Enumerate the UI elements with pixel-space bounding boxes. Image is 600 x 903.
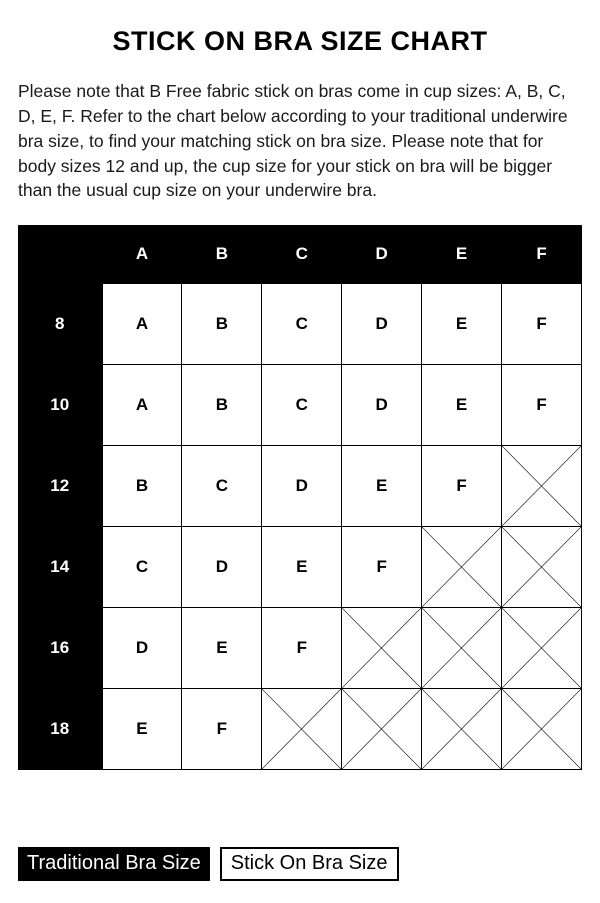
column-header-b: B — [182, 225, 262, 284]
cell-16-a: D — [102, 608, 182, 689]
row-header-12: 12 — [18, 446, 102, 527]
table-body — [18, 284, 582, 770]
cell-18-d-unavailable — [342, 689, 422, 770]
cell-10-d: D — [342, 365, 422, 446]
size-chart-table-wrapper — [18, 225, 582, 770]
cell-12-b: C — [182, 446, 262, 527]
intro-paragraph: Please note that B Free fabric stick on bras come in cup sizes: A, B, C, D, E, F. Refer to the chart below according to your traditional underwire bra size, to find your matching stick on bra size. Please note that for body sizes 12 and up, the cup size for your stick on bra will be bigger than the usual cup size on your underwire bra. — [18, 81, 568, 201]
cell-12-c: D — [262, 446, 342, 527]
cell-16-b: E — [182, 608, 262, 689]
cell-12-e: F — [422, 446, 502, 527]
table-header-row — [18, 225, 582, 284]
table-row — [18, 608, 582, 689]
column-header-a: A — [102, 225, 182, 284]
cell-14-b: D — [182, 527, 262, 608]
cell-10-e: E — [422, 365, 502, 446]
cell-18-c-unavailable — [262, 689, 342, 770]
cell-8-e: E — [422, 284, 502, 365]
cross-out-icon — [422, 527, 501, 607]
table-row — [18, 284, 582, 365]
cross-out-icon — [502, 608, 581, 688]
row-header-18: 18 — [18, 689, 102, 770]
table-header — [18, 225, 582, 284]
cell-8-c: C — [262, 284, 342, 365]
cross-out-icon — [342, 689, 421, 769]
legend — [18, 847, 582, 881]
table-row — [18, 365, 582, 446]
page-title: STICK ON BRA SIZE CHART — [112, 26, 488, 56]
size-chart-page — [0, 26, 600, 903]
cross-out-icon — [342, 608, 421, 688]
cell-16-e-unavailable — [422, 608, 502, 689]
cross-out-icon — [262, 689, 341, 769]
column-header-c: C — [262, 225, 342, 284]
cell-14-d: F — [342, 527, 422, 608]
cell-12-d: E — [342, 446, 422, 527]
size-chart-table — [18, 225, 582, 770]
row-header-14: 14 — [18, 527, 102, 608]
cell-18-e-unavailable — [422, 689, 502, 770]
cross-out-icon — [502, 446, 581, 526]
column-header-d: D — [342, 225, 422, 284]
row-header-8: 8 — [18, 284, 102, 365]
cell-14-e-unavailable — [422, 527, 502, 608]
cross-out-icon — [502, 689, 581, 769]
cross-out-icon — [502, 527, 581, 607]
cell-18-a: E — [102, 689, 182, 770]
cell-14-f-unavailable — [502, 527, 582, 608]
cell-12-f-unavailable — [502, 446, 582, 527]
table-row — [18, 446, 582, 527]
cell-14-c: E — [262, 527, 342, 608]
legend-stick-on-bra-size: Stick On Bra Size — [220, 847, 399, 881]
cell-12-a: B — [102, 446, 182, 527]
cell-8-f: F — [502, 284, 582, 365]
cell-16-c: F — [262, 608, 342, 689]
cell-10-f: F — [502, 365, 582, 446]
cell-10-c: C — [262, 365, 342, 446]
cell-16-d-unavailable — [342, 608, 422, 689]
table-row — [18, 689, 582, 770]
cell-16-f-unavailable — [502, 608, 582, 689]
column-header-f: F — [502, 225, 582, 284]
cell-18-b: F — [182, 689, 262, 770]
cell-8-b: B — [182, 284, 262, 365]
row-header-10: 10 — [18, 365, 102, 446]
row-header-16: 16 — [18, 608, 102, 689]
table-row — [18, 527, 582, 608]
cell-14-a: C — [102, 527, 182, 608]
cell-8-d: D — [342, 284, 422, 365]
column-header-e: E — [422, 225, 502, 284]
cell-10-b: B — [182, 365, 262, 446]
cell-10-a: A — [102, 365, 182, 446]
cross-out-icon — [422, 689, 501, 769]
cell-18-f-unavailable — [502, 689, 582, 770]
cross-out-icon — [422, 608, 501, 688]
cell-8-a: A — [102, 284, 182, 365]
table-corner-cell — [18, 225, 102, 284]
legend-traditional-bra-size: Traditional Bra Size — [18, 847, 210, 881]
